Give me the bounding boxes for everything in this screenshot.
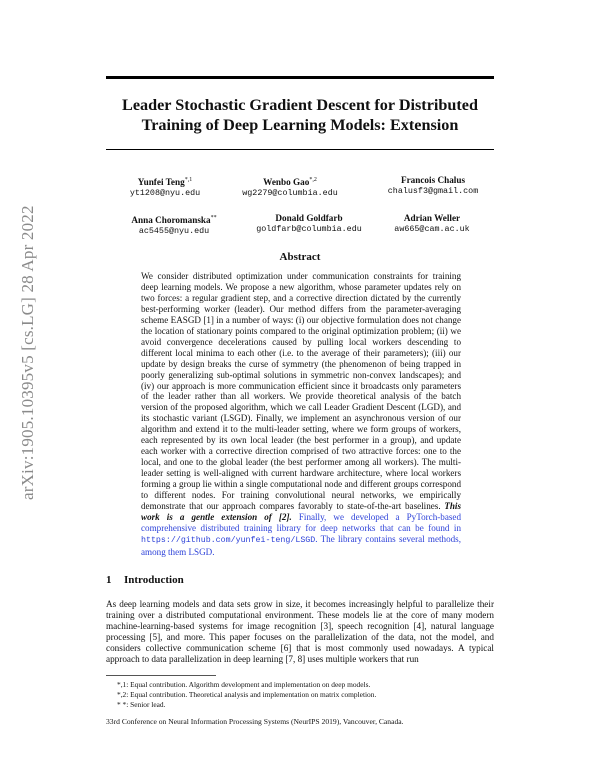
author-name: Yunfei Teng: [137, 177, 185, 188]
section-title: Introduction: [124, 574, 184, 586]
author-mark: *,1: [184, 177, 193, 183]
intro-paragraph: As deep learning models and data sets grow in size, it becomes increasingly helpful to parallelize their training over a distributed computational environment. These models lie at the core of many modern machine-learning-based systems for image recognition [3], speech recognition [4], natural language processing [5], and more. This paper focuses on the parallelization of the data, not the model, and considers collective communication scheme [6] that is most commonly used nowadays. A typical approach to data parallelization in deep learning [7, 8] uses multiple workers that run: [106, 599, 494, 665]
author-email: aw665@cam.ac.uk: [394, 224, 470, 234]
author-block: [348, 174, 518, 197]
conference-note: 33rd Conference on Neural Information Processing Systems (NeurIPS 2019), Vancouver, Canada.: [106, 717, 404, 726]
abstract-text: [141, 271, 461, 558]
author-email: ac5455@nyu.edu: [138, 226, 210, 237]
footnotes: [117, 680, 376, 709]
title-rule-top: [106, 76, 494, 79]
title-line-2: Training of Deep Learning Models: Extension: [141, 116, 459, 134]
author-name: Anna Choromanska: [131, 215, 211, 226]
footnote: * *: Senior lead.: [117, 699, 166, 709]
section-number: 1: [106, 574, 112, 586]
author-mark: *,2: [309, 177, 317, 183]
paper-title: [100, 95, 500, 135]
abstract-body: We consider distributed optimization under communication constraints for training deep learning models. We propose a new algorithm, whose parameter updates rely on two forces: a regular gradient step, and a corrective direction dictated by the currently best-performing worker (leader). Our method differs from the parameter-averaging scheme EASGD [1] in a number of ways: (i) our objective formulation does not change the location of stationary points compared to the original optimization problem; (ii) we avoid convergence decelerations caused by pulling local workers descending to different local minima to each other (i.e. to the average of their parameters); (iii) our update by design breaks the curse of symmetry (the phenomenon of being trapped in poorly generalizing sub-optimal solutions in symmetric non-convex landscapes); and (iv) our approach is more communication efficient since it broadcasts only parameters of the leader rather than all workers. We provide theoretical analysis of the batch version of the proposed algorithm, which we call Leader Gradient Descent (LGD), and its stochastic variant (LSGD). Finally, we implement an asynchronous version of our algorithm and extend it to the multi-leader setting, where we form groups of workers, each represented by its own local leader (the best performer in a group), and update each worker with a corrective direction comprised of two attractive forces: one to the local, and one to the global leader (the best performer among all workers). The multi-leader setting is well-aligned with current hardware architecture, where local workers forming a group lie within a single computational node and different groups correspond to different nodes. For training convolutional neural networks, we empirically demonstrate that our approach compares favorably to state-of-the-art baselines.: [141, 271, 461, 512]
github-link[interactable]: https://github.com/yunfei-teng/LSGD: [141, 535, 316, 545]
section-heading: [106, 574, 184, 586]
author-block: [347, 212, 517, 235]
abstract-link-outro: . The library contains several methods, among them LSGD.: [141, 533, 461, 557]
author-name: Donald Goldfarb: [275, 213, 343, 223]
author-name: Francois Chalus: [400, 175, 466, 185]
title-line-1: Leader Stochastic Gradient Descent for Distributed: [122, 96, 478, 114]
author-email: chalusf3@gmail.com: [387, 186, 479, 196]
author-name: Adrian Weller: [403, 213, 461, 223]
abstract-heading: Abstract: [279, 251, 321, 263]
author-name: Wenbo Gao: [263, 177, 310, 188]
arxiv-stamp: arXiv:1905.10395v5 [cs.LG] 28 Apr 2022: [18, 205, 37, 500]
footnote: *,2: Equal contribution. Theoretical analysis and implementation on matrix completion.: [117, 689, 377, 699]
footnote-rule: [106, 675, 216, 676]
footnote: *,1: Equal contribution. Algorithm development and implementation on deep models.: [117, 680, 371, 689]
abstract-link-intro: Finally, we developed a PyTorch-based comprehensive distributed training library for deep networks that can be found in: [141, 511, 462, 533]
author-email: wg2279@columbia.edu: [242, 188, 338, 199]
author-email: goldfarb@columbia.edu: [256, 224, 362, 234]
title-rule-bottom: [106, 149, 494, 150]
abstract-emphasis: This work is a gentle extension of [2].: [141, 501, 461, 522]
author-email: yt1208@nyu.edu: [129, 188, 201, 199]
author-mark: **: [210, 215, 217, 221]
